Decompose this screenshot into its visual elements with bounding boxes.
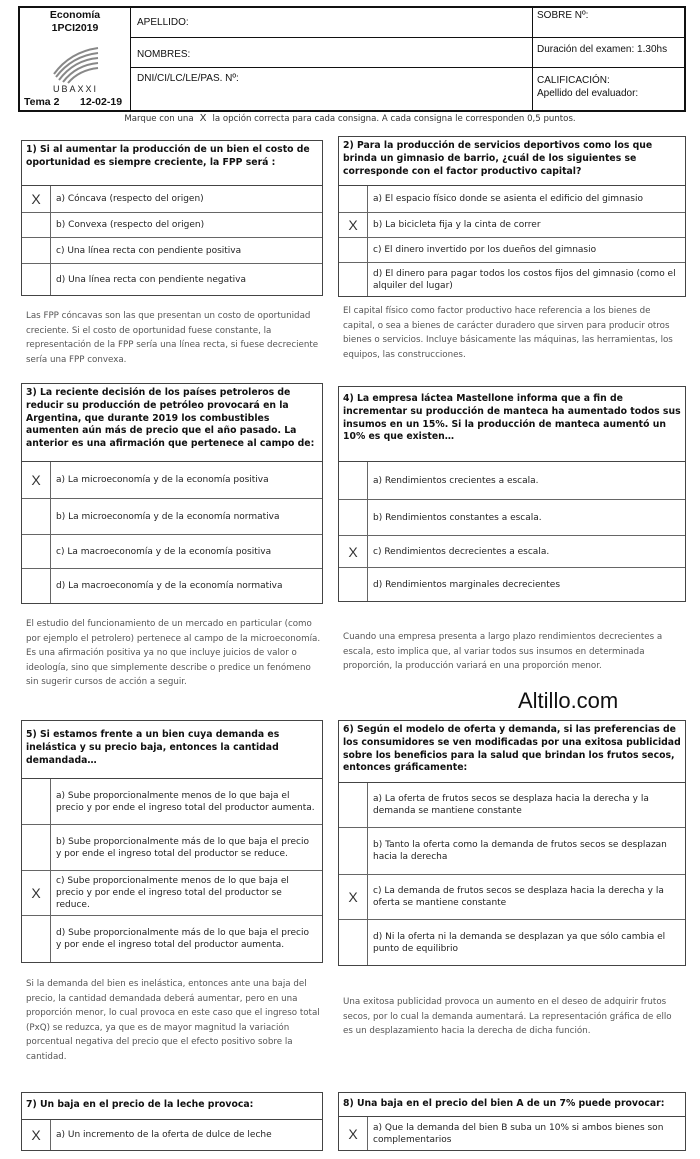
- answer-mark[interactable]: [22, 499, 51, 534]
- answer-mark[interactable]: X: [22, 871, 51, 915]
- option-text: b) Convexa (respecto del origen): [56, 220, 205, 230]
- answer-mark[interactable]: [22, 916, 51, 962]
- course-code: 1PCI2019: [51, 22, 99, 34]
- grade-label: CALIFICACIÓN:: [537, 75, 610, 86]
- option-text: b) Rendimientos constantes a escala.: [373, 512, 542, 523]
- option-text: d) Una línea recta con pendiente negativa: [56, 274, 246, 285]
- subject-name: Economía: [49, 9, 101, 21]
- option-row[interactable]: [339, 783, 685, 828]
- option-text: b) Tanto la oferta como la demanda de frutos secos se desplazan hacia la derecha: [373, 840, 667, 862]
- option-row[interactable]: [22, 916, 322, 962]
- option-text: a) Rendimientos crecientes a escala.: [373, 475, 539, 486]
- option-row[interactable]: [22, 535, 322, 569]
- explanation-3: El estudio del funcionamiento de un mercado en particular (como por ejemplo el petrolero) pertenece al campo de la microeconomía. Es una afirmación positiva ya no que incluye juicios de valor o ideología, sino que simplemente describe o predice un fenómeno sin sugerir cursos de acción a seguir.: [26, 619, 321, 687]
- nombres-field[interactable]: NOMBRES:: [131, 38, 532, 68]
- option-text: a) La oferta de frutos secos se desplaza hacia la derecha y la demanda se mantiene constante: [373, 794, 649, 816]
- question-2: [338, 136, 686, 297]
- option-row[interactable]: [22, 186, 322, 213]
- question-4: [338, 386, 686, 602]
- question-title: 8) Una baja en el precio del bien A de un 7% puede provocar:: [339, 1093, 685, 1117]
- instructions: [0, 113, 700, 124]
- option-text: d) La macroeconomía y de la economía normativa: [56, 581, 283, 591]
- option-text: c) Una línea recta con pendiente positiva: [56, 245, 242, 256]
- answer-mark[interactable]: [339, 462, 368, 499]
- option-row[interactable]: [22, 1120, 322, 1150]
- answer-mark[interactable]: X: [339, 536, 368, 567]
- exam-header: [18, 6, 686, 112]
- question-8: [338, 1092, 686, 1151]
- duration-label: Duración del examen: 1.30hs: [533, 38, 684, 68]
- option-row[interactable]: [339, 186, 685, 213]
- option-row[interactable]: [22, 238, 322, 264]
- explanation-2: El capital físico como factor productivo hace referencia a los bienes de capital, o sea a bienes de carácter duradero que sirven para producir otros bienes o servicios. Incluye básicamente las máquinas, las herramientas, los equipos, las construcciones.: [343, 306, 673, 360]
- option-text: c) Sube proporcionalmente menos de lo que baja el precio y por ende el ingreso total del productor se reduce.: [56, 876, 289, 910]
- question-3: [21, 383, 323, 604]
- apellido-field[interactable]: APELLIDO:: [131, 8, 532, 38]
- option-text: a) Cóncava (respecto del origen): [56, 194, 204, 204]
- answer-mark[interactable]: X: [22, 1120, 51, 1150]
- option-row[interactable]: [339, 536, 685, 568]
- option-row[interactable]: [22, 779, 322, 825]
- sobre-field[interactable]: SOBRE Nº:: [533, 8, 684, 38]
- answer-mark[interactable]: [339, 263, 368, 296]
- option-row[interactable]: [22, 569, 322, 603]
- explanation-6: Una exitosa publicidad provoca un aumento en el deseo de adquirir frutos secos, por lo cual la demanda aumentará. La representación gráfica de ello es un desplazamiento hacia la derecha de dicha función.: [343, 997, 672, 1036]
- evaluator-label: Apellido del evaluador:: [537, 88, 639, 99]
- answer-mark[interactable]: [22, 264, 51, 295]
- answer-mark[interactable]: [22, 779, 51, 824]
- option-text: a) Que la demanda del bien B suba un 10% si ambos bienes son complementarios: [373, 1122, 664, 1145]
- question-7: [21, 1092, 323, 1151]
- option-text: a) Sube proporcionalmente menos de lo que baja el precio y por ende el ingreso total del productor aumenta.: [56, 790, 315, 813]
- ubaxxi-logo-icon: [50, 44, 102, 84]
- answer-mark[interactable]: X: [339, 1117, 368, 1150]
- option-row[interactable]: [339, 920, 685, 965]
- question-title: 7) Un baja en el precio de la leche provoca:: [22, 1093, 322, 1120]
- option-row[interactable]: [22, 264, 322, 295]
- exam-topic: Tema 2: [24, 96, 60, 108]
- option-row[interactable]: [339, 500, 685, 536]
- option-row[interactable]: [339, 462, 685, 500]
- option-row[interactable]: [339, 568, 685, 601]
- answer-mark[interactable]: [339, 568, 368, 601]
- answer-mark[interactable]: [339, 500, 368, 535]
- explanation-1: Las FPP cóncavas son las que presentan un costo de oportunidad creciente. Si el costo de oportunidad fuese constante, la representación de la FPP sería una línea recta, si fuese decreciente sería una FPP convexa.: [26, 311, 319, 365]
- option-text: d) El dinero para pagar todos los costos fijos del gimnasio (como el alquiler del lugar): [373, 268, 676, 291]
- instructions-before: Marque con una: [124, 114, 194, 124]
- question-title: 6) Según el modelo de oferta y demanda, si las preferencias de los consumidores se ven modificadas por una exitosa publicidad sobre los beneficios para la salud que brindan los frutos secos, entonces gráficamente:: [339, 721, 685, 783]
- option-row[interactable]: [22, 825, 322, 871]
- option-row[interactable]: [339, 213, 685, 238]
- option-text: a) El espacio físico donde se asienta el edificio del gimnasio: [373, 194, 643, 204]
- instructions-after: la opción correcta para cada consigna. A cada consigna le corresponden 0,5 puntos.: [212, 114, 576, 124]
- answer-mark[interactable]: [339, 920, 368, 965]
- option-row[interactable]: [339, 828, 685, 875]
- question-title: 4) La empresa láctea Mastellone informa que a fin de incrementar su producción de manteca ha aumentado todos sus insumos en un 15%. Si la producción de manteca aumentó un 10% es que existen…: [339, 387, 685, 462]
- answer-mark[interactable]: [22, 238, 51, 263]
- option-text: c) La macroeconomía y de la economía positiva: [56, 546, 272, 557]
- answer-mark[interactable]: [339, 783, 368, 827]
- option-row[interactable]: [22, 462, 322, 499]
- watermark: Altillo.com: [518, 688, 619, 713]
- instructions-mark: X: [199, 113, 207, 124]
- answer-mark[interactable]: [22, 213, 51, 237]
- option-text: b) La microeconomía y de la economía normativa: [56, 511, 280, 522]
- answer-mark[interactable]: [339, 186, 368, 212]
- option-row[interactable]: [22, 213, 322, 238]
- answer-mark[interactable]: X: [339, 875, 368, 919]
- question-title: 2) Para la producción de servicios deportivos como los que brinda un gimnasio de barrio, ¿cuál de los siguientes se corresponde con el factor productivo capital?: [339, 137, 685, 186]
- option-row[interactable]: [22, 871, 322, 916]
- question-title: 5) Si estamos frente a un bien cuya demanda es inelástica y su precio baja, entonces la cantidad demandada…: [22, 721, 322, 779]
- exam-id-box: [20, 8, 131, 110]
- answer-mark[interactable]: [339, 828, 368, 874]
- option-text: d) Sube proporcionalmente más de lo que baja el precio y por ende el ingreso total del productor aumenta.: [56, 928, 310, 950]
- option-text: c) El dinero invertido por los dueños del gimnasio: [373, 245, 597, 255]
- option-text: b) La bicicleta fija y la cinta de correr: [373, 220, 541, 230]
- option-text: d) Rendimientos marginales decrecientes: [373, 579, 561, 590]
- option-text: c) Rendimientos decrecientes a escala.: [373, 546, 550, 557]
- explanation-5: Si la demanda del bien es inelástica, entonces ante una baja del precio, la cantidad demandada deberá aumentar, pero en una proporción menor, lo cual provoca en este caso que el ingreso total (PxQ) se reduzca, ya que es de mayor magnitud la variación porcentual negativa del precio que el efecto positivo sobre la cantidad.: [26, 979, 320, 1062]
- question-6: [338, 720, 686, 966]
- answer-mark[interactable]: X: [22, 462, 51, 498]
- question-title: 3) La reciente decisión de los países petroleros de reducir su producción de petróleo provocará en la Argentina, que durante 2019 los combustibles aumenten aún más de precio que el año pasado. La anterior es una afirmación que pertenece al campo de:: [22, 384, 322, 462]
- answer-mark[interactable]: [22, 825, 51, 870]
- option-text: c) La demanda de frutos secos se desplaza hacia la derecha y la oferta se mantiene constante: [373, 886, 664, 908]
- answer-mark[interactable]: X: [22, 186, 51, 212]
- answer-mark[interactable]: X: [339, 213, 368, 237]
- explanation-4: Cuando una empresa presenta a largo plazo rendimientos decrecientes a escala, esto implica que, al variar todos sus insumos en determinada proporción, la producción variará en una proporción menor.: [343, 632, 663, 671]
- answer-mark[interactable]: [22, 569, 51, 603]
- exam-date: 12-02-19: [80, 96, 123, 108]
- option-text: a) La microeconomía y de la economía positiva: [56, 475, 269, 485]
- option-row[interactable]: [339, 875, 685, 920]
- option-text: b) Sube proporcionalmente más de lo que baja el precio y por ende el ingreso total del productor se reduce.: [56, 836, 310, 859]
- dni-field[interactable]: DNI/CI/LC/LE/PAS. Nº:: [137, 73, 239, 84]
- answer-mark[interactable]: [339, 238, 368, 262]
- grade-box: [533, 68, 684, 106]
- option-row[interactable]: [339, 1117, 685, 1150]
- question-title: 1) Si al aumentar la producción de un bien el costo de oportunidad es siempre creciente, la FPP será :: [22, 141, 322, 186]
- answer-mark[interactable]: [22, 535, 51, 568]
- logo-text: UBAXXI: [52, 84, 98, 94]
- question-1: [21, 140, 323, 296]
- option-text: d) Ni la oferta ni la demanda se desplazan ya que sólo cambia el punto de equilibrio: [373, 931, 666, 954]
- option-row[interactable]: [339, 263, 685, 296]
- question-5: [21, 720, 323, 963]
- grading-box: [533, 8, 684, 110]
- student-info-box: [131, 8, 533, 110]
- option-row[interactable]: [22, 499, 322, 535]
- option-row[interactable]: [339, 238, 685, 263]
- option-text: a) Un incremento de la oferta de dulce de leche: [56, 1130, 272, 1140]
